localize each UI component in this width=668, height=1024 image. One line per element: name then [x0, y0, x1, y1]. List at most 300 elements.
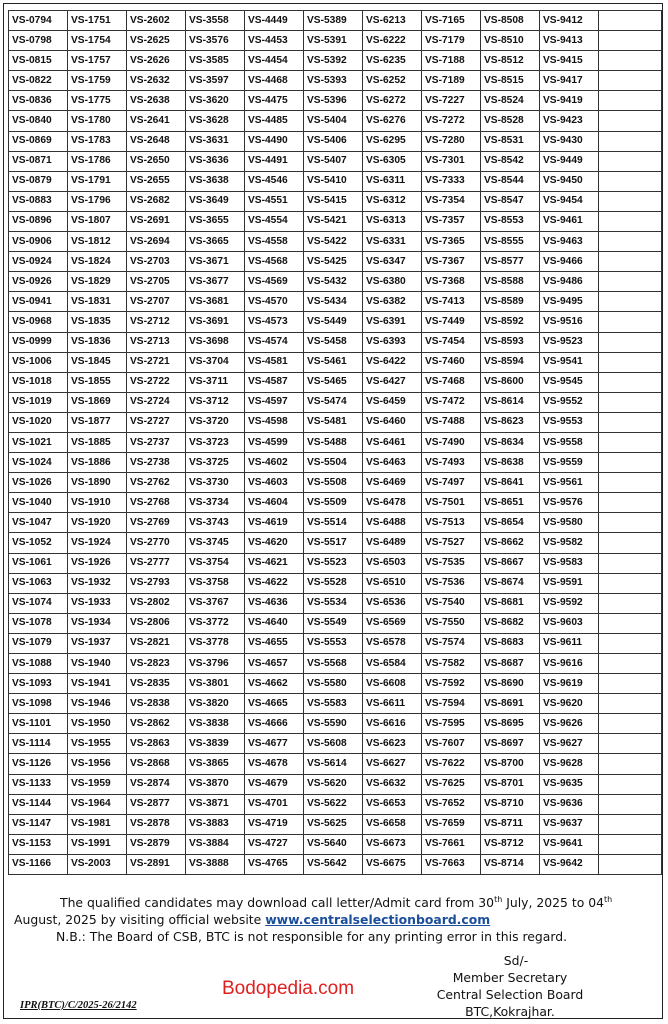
table-cell: VS-3558: [186, 11, 245, 31]
table-cell: VS-3638: [186, 171, 245, 191]
table-cell: [599, 432, 662, 452]
table-cell: VS-8714: [481, 854, 540, 874]
table-cell: VS-8508: [481, 11, 540, 31]
table-cell: VS-2768: [127, 493, 186, 513]
table-cell: VS-1835: [68, 312, 127, 332]
table-cell: VS-9591: [540, 573, 599, 593]
table-cell: VS-2874: [127, 774, 186, 794]
table-cell: VS-8710: [481, 794, 540, 814]
table-cell: VS-7165: [422, 11, 481, 31]
table-cell: [599, 573, 662, 593]
table-cell: VS-1824: [68, 252, 127, 272]
table-cell: [599, 513, 662, 533]
table-cell: VS-8651: [481, 493, 540, 513]
table-cell: VS-3636: [186, 151, 245, 171]
table-cell: VS-6427: [363, 372, 422, 392]
table-cell: VS-5580: [304, 674, 363, 694]
table-cell: VS-5523: [304, 553, 363, 573]
table-cell: [599, 191, 662, 211]
table-cell: VS-4475: [245, 91, 304, 111]
table-cell: VS-1991: [68, 834, 127, 854]
table-cell: VS-8687: [481, 654, 540, 674]
table-cell: VS-2727: [127, 412, 186, 432]
table-cell: VS-7652: [422, 794, 481, 814]
table-cell: VS-0871: [9, 151, 68, 171]
signatory-title: Member Secretary: [452, 970, 568, 985]
reference-number: IPR(BTC)/C/2025-26/2142: [20, 1000, 137, 1011]
table-cell: VS-7607: [422, 734, 481, 754]
table-cell: VS-1166: [9, 854, 68, 874]
table-cell: VS-2713: [127, 332, 186, 352]
table-cell: VS-8697: [481, 734, 540, 754]
table-cell: [599, 51, 662, 71]
table-cell: VS-8654: [481, 513, 540, 533]
table-cell: VS-3743: [186, 513, 245, 533]
table-cell: VS-3883: [186, 814, 245, 834]
notice-text: July, 2025 to 04: [502, 895, 604, 910]
table-cell: VS-5415: [304, 191, 363, 211]
table-cell: VS-9619: [540, 674, 599, 694]
table-cell: VS-1063: [9, 573, 68, 593]
table-cell: VS-9576: [540, 493, 599, 513]
table-cell: VS-7592: [422, 674, 481, 694]
table-cell: VS-5432: [304, 272, 363, 292]
notice-line-2: [14, 911, 654, 928]
table-cell: VS-3720: [186, 412, 245, 432]
table-cell: VS-3754: [186, 553, 245, 573]
table-cell: VS-4765: [245, 854, 304, 874]
table-cell: VS-9419: [540, 91, 599, 111]
table-cell: VS-1126: [9, 754, 68, 774]
signature-block: [420, 952, 600, 1020]
table-cell: VS-0815: [9, 51, 68, 71]
table-cell: VS-1006: [9, 352, 68, 372]
table-cell: VS-0924: [9, 252, 68, 272]
table-cell: VS-4655: [245, 633, 304, 653]
table-cell: VS-2650: [127, 151, 186, 171]
table-cell: VS-1869: [68, 392, 127, 412]
table-cell: [599, 232, 662, 252]
table-cell: VS-2712: [127, 312, 186, 332]
table-cell: VS-1751: [68, 11, 127, 31]
table-cell: VS-9628: [540, 754, 599, 774]
table-cell: VS-2003: [68, 854, 127, 874]
table-cell: VS-6627: [363, 754, 422, 774]
notice-block: [14, 894, 654, 945]
signature-mark: Sd/-: [503, 953, 529, 968]
table-cell: [599, 31, 662, 51]
table-cell: VS-1078: [9, 613, 68, 633]
table-cell: VS-1047: [9, 513, 68, 533]
table-cell: VS-7449: [422, 312, 481, 332]
table-cell: VS-7488: [422, 412, 481, 432]
signatory-board: Central Selection Board: [436, 987, 584, 1002]
table-cell: VS-8544: [481, 171, 540, 191]
table-cell: VS-8577: [481, 252, 540, 272]
table-cell: VS-4602: [245, 453, 304, 473]
table-cell: VS-7179: [422, 31, 481, 51]
table-cell: VS-4573: [245, 312, 304, 332]
table-row: [9, 533, 662, 553]
table-cell: VS-3649: [186, 191, 245, 211]
table-row: [9, 111, 662, 131]
table-row: [9, 613, 662, 633]
table-cell: [599, 151, 662, 171]
table-cell: VS-1780: [68, 111, 127, 131]
table-cell: VS-2737: [127, 432, 186, 452]
table-cell: VS-2891: [127, 854, 186, 874]
table-cell: VS-6608: [363, 674, 422, 694]
table-cell: VS-2802: [127, 593, 186, 613]
table-cell: VS-7272: [422, 111, 481, 131]
table-cell: VS-9636: [540, 794, 599, 814]
table-cell: VS-7535: [422, 553, 481, 573]
table-row: [9, 794, 662, 814]
table-cell: VS-1759: [68, 71, 127, 91]
table-cell: [599, 694, 662, 714]
table-cell: VS-2641: [127, 111, 186, 131]
table-cell: VS-5514: [304, 513, 363, 533]
table-cell: VS-4554: [245, 211, 304, 231]
table-cell: [599, 272, 662, 292]
table-row: [9, 191, 662, 211]
table-cell: VS-1101: [9, 714, 68, 734]
table-cell: VS-7663: [422, 854, 481, 874]
table-cell: VS-1890: [68, 473, 127, 493]
table-cell: [599, 352, 662, 372]
table-cell: VS-5590: [304, 714, 363, 734]
table-cell: VS-1885: [68, 432, 127, 452]
table-row: [9, 734, 662, 754]
table-cell: VS-7527: [422, 533, 481, 553]
table-cell: VS-7468: [422, 372, 481, 392]
table-cell: VS-6459: [363, 392, 422, 412]
table-cell: VS-1934: [68, 613, 127, 633]
table-row: [9, 754, 662, 774]
table-row: [9, 473, 662, 493]
table-cell: VS-3772: [186, 613, 245, 633]
table-cell: VS-1019: [9, 392, 68, 412]
table-cell: VS-8662: [481, 533, 540, 553]
table-cell: VS-8542: [481, 151, 540, 171]
table-cell: VS-1786: [68, 151, 127, 171]
table-cell: VS-8614: [481, 392, 540, 412]
table-cell: VS-7595: [422, 714, 481, 734]
table-cell: VS-1074: [9, 593, 68, 613]
table-cell: VS-4454: [245, 51, 304, 71]
table-cell: VS-5425: [304, 252, 363, 272]
table-cell: VS-9466: [540, 252, 599, 272]
table-cell: VS-4485: [245, 111, 304, 131]
table-cell: VS-8700: [481, 754, 540, 774]
table-row: [9, 91, 662, 111]
table-cell: VS-2806: [127, 613, 186, 633]
table-cell: VS-4490: [245, 131, 304, 151]
table-cell: VS-8683: [481, 633, 540, 653]
table-cell: VS-5396: [304, 91, 363, 111]
table-cell: VS-1964: [68, 794, 127, 814]
table-cell: VS-4657: [245, 654, 304, 674]
table-cell: VS-3758: [186, 573, 245, 593]
table-cell: VS-1910: [68, 493, 127, 513]
table-cell: VS-0926: [9, 272, 68, 292]
table-cell: VS-0836: [9, 91, 68, 111]
table-cell: VS-4603: [245, 473, 304, 493]
table-cell: VS-3730: [186, 473, 245, 493]
table-row: [9, 694, 662, 714]
table-row: [9, 151, 662, 171]
table-cell: VS-9592: [540, 593, 599, 613]
table-cell: [599, 91, 662, 111]
table-row: [9, 854, 662, 874]
table-cell: VS-9553: [540, 412, 599, 432]
table-cell: VS-9637: [540, 814, 599, 834]
table-cell: VS-1926: [68, 553, 127, 573]
table-cell: VS-8681: [481, 593, 540, 613]
table-cell: VS-1775: [68, 91, 127, 111]
table-cell: VS-6536: [363, 593, 422, 613]
table-cell: VS-6391: [363, 312, 422, 332]
table-cell: VS-6611: [363, 694, 422, 714]
table-cell: VS-0883: [9, 191, 68, 211]
table-cell: VS-3597: [186, 71, 245, 91]
table-cell: VS-8600: [481, 372, 540, 392]
table-cell: [599, 292, 662, 312]
table-cell: VS-5392: [304, 51, 363, 71]
table-cell: VS-7497: [422, 473, 481, 493]
table-cell: VS-5508: [304, 473, 363, 493]
table-cell: VS-3585: [186, 51, 245, 71]
table-cell: [599, 171, 662, 191]
table-cell: VS-6393: [363, 332, 422, 352]
table-cell: VS-2770: [127, 533, 186, 553]
table-cell: VS-1144: [9, 794, 68, 814]
table-cell: VS-9583: [540, 553, 599, 573]
table-cell: VS-9423: [540, 111, 599, 131]
table-cell: VS-9552: [540, 392, 599, 412]
table-cell: [599, 111, 662, 131]
table-cell: VS-4574: [245, 332, 304, 352]
table-cell: VS-7550: [422, 613, 481, 633]
table-cell: VS-2625: [127, 31, 186, 51]
table-cell: VS-2638: [127, 91, 186, 111]
table-cell: VS-9603: [540, 613, 599, 633]
table-cell: VS-5461: [304, 352, 363, 372]
table-cell: VS-3839: [186, 734, 245, 754]
table-row: [9, 11, 662, 31]
table-cell: VS-8695: [481, 714, 540, 734]
table-cell: VS-9558: [540, 432, 599, 452]
table-cell: VS-3691: [186, 312, 245, 332]
table-cell: VS-9620: [540, 694, 599, 714]
table-cell: VS-1877: [68, 412, 127, 432]
table-cell: VS-9627: [540, 734, 599, 754]
table-cell: [599, 312, 662, 332]
ordinal-suffix: th: [604, 894, 613, 904]
table-cell: VS-5474: [304, 392, 363, 412]
table-cell: VS-4569: [245, 272, 304, 292]
table-cell: VS-3820: [186, 694, 245, 714]
table-cell: VS-0822: [9, 71, 68, 91]
table-row: [9, 392, 662, 412]
table-cell: VS-1959: [68, 774, 127, 794]
table-row: [9, 814, 662, 834]
table-cell: VS-1933: [68, 593, 127, 613]
table-cell: VS-4599: [245, 432, 304, 452]
table-cell: VS-1796: [68, 191, 127, 211]
table-row: [9, 312, 662, 332]
table-row: [9, 372, 662, 392]
table-cell: VS-8524: [481, 91, 540, 111]
table-cell: VS-6673: [363, 834, 422, 854]
table-cell: VS-7368: [422, 272, 481, 292]
disclaimer-note: N.B.: The Board of CSB, BTC is not responsible for any printing error in this regard.: [56, 929, 568, 944]
table-cell: VS-8701: [481, 774, 540, 794]
table-cell: VS-2682: [127, 191, 186, 211]
table-cell: VS-4622: [245, 573, 304, 593]
table-row: [9, 674, 662, 694]
table-cell: VS-9642: [540, 854, 599, 874]
table-cell: VS-7540: [422, 593, 481, 613]
table-cell: VS-7574: [422, 633, 481, 653]
table-cell: VS-4546: [245, 171, 304, 191]
table-row: [9, 513, 662, 533]
table-cell: [599, 854, 662, 874]
watermark-text: Bodopedia.com: [222, 978, 355, 999]
ordinal-suffix: th: [494, 894, 503, 904]
table-cell: VS-7659: [422, 814, 481, 834]
table-row: [9, 432, 662, 452]
table-cell: VS-1941: [68, 674, 127, 694]
table-cell: [599, 613, 662, 633]
table-cell: VS-6489: [363, 533, 422, 553]
table-cell: VS-1829: [68, 272, 127, 292]
table-cell: VS-6461: [363, 432, 422, 452]
table-cell: VS-1021: [9, 432, 68, 452]
table-cell: VS-2694: [127, 232, 186, 252]
table-cell: VS-7357: [422, 211, 481, 231]
table-cell: VS-7454: [422, 332, 481, 352]
table-cell: VS-2868: [127, 754, 186, 774]
table-cell: [599, 473, 662, 493]
table-cell: [599, 252, 662, 272]
table-cell: VS-5568: [304, 654, 363, 674]
table-cell: VS-8531: [481, 131, 540, 151]
table-row: [9, 171, 662, 191]
table-cell: VS-4727: [245, 834, 304, 854]
table-cell: VS-8589: [481, 292, 540, 312]
table-cell: VS-4719: [245, 814, 304, 834]
table-cell: VS-0869: [9, 131, 68, 151]
table-row: [9, 31, 662, 51]
table-row: [9, 573, 662, 593]
table-cell: VS-6312: [363, 191, 422, 211]
table-cell: VS-7625: [422, 774, 481, 794]
table-cell: VS-0941: [9, 292, 68, 312]
table-cell: VS-0999: [9, 332, 68, 352]
table-cell: VS-6460: [363, 412, 422, 432]
table-cell: VS-5608: [304, 734, 363, 754]
table-cell: [599, 633, 662, 653]
table-cell: VS-3665: [186, 232, 245, 252]
table-cell: VS-3796: [186, 654, 245, 674]
table-cell: VS-5434: [304, 292, 363, 312]
table-row: [9, 553, 662, 573]
table-cell: VS-6222: [363, 31, 422, 51]
table-cell: VS-1079: [9, 633, 68, 653]
table-cell: VS-3655: [186, 211, 245, 231]
table-cell: VS-2738: [127, 453, 186, 473]
table-cell: VS-4621: [245, 553, 304, 573]
table-cell: [599, 834, 662, 854]
table-cell: VS-5421: [304, 211, 363, 231]
table-cell: VS-6653: [363, 794, 422, 814]
table-cell: VS-0968: [9, 312, 68, 332]
table-row: [9, 232, 662, 252]
table-cell: VS-9582: [540, 533, 599, 553]
table-cell: VS-5509: [304, 493, 363, 513]
table-cell: VS-2602: [127, 11, 186, 31]
signatory-place: BTC,Kokrajhar.: [465, 1004, 555, 1019]
website-link[interactable]: www.centralselectionboard.com: [265, 912, 491, 927]
table-cell: VS-5517: [304, 533, 363, 553]
table-cell: VS-4568: [245, 252, 304, 272]
table-cell: VS-3628: [186, 111, 245, 131]
table-cell: VS-9545: [540, 372, 599, 392]
table-cell: VS-3778: [186, 633, 245, 653]
table-cell: VS-1981: [68, 814, 127, 834]
table-cell: VS-4665: [245, 694, 304, 714]
table-cell: VS-1088: [9, 654, 68, 674]
table-cell: VS-9523: [540, 332, 599, 352]
table-cell: VS-3888: [186, 854, 245, 874]
table-cell: VS-2632: [127, 71, 186, 91]
table-cell: VS-9559: [540, 453, 599, 473]
table-cell: VS-6380: [363, 272, 422, 292]
table-cell: VS-8667: [481, 553, 540, 573]
table-cell: VS-4551: [245, 191, 304, 211]
table-cell: VS-6616: [363, 714, 422, 734]
table-cell: VS-6311: [363, 171, 422, 191]
table-cell: VS-3871: [186, 794, 245, 814]
table-cell: VS-4666: [245, 714, 304, 734]
table-cell: VS-5528: [304, 573, 363, 593]
table-cell: VS-1920: [68, 513, 127, 533]
table-cell: VS-5389: [304, 11, 363, 31]
table-cell: VS-2703: [127, 252, 186, 272]
table-cell: VS-3734: [186, 493, 245, 513]
table-cell: VS-6347: [363, 252, 422, 272]
table-cell: VS-5614: [304, 754, 363, 774]
table-cell: VS-8594: [481, 352, 540, 372]
table-cell: VS-5488: [304, 432, 363, 452]
table-cell: [599, 453, 662, 473]
table-row: [9, 654, 662, 674]
table-cell: VS-6675: [363, 854, 422, 874]
table-cell: VS-0879: [9, 171, 68, 191]
table-cell: VS-9635: [540, 774, 599, 794]
table-row: [9, 272, 662, 292]
table-cell: VS-6658: [363, 814, 422, 834]
table-cell: VS-1932: [68, 573, 127, 593]
table-cell: VS-2655: [127, 171, 186, 191]
table-cell: VS-6503: [363, 553, 422, 573]
table-row: [9, 493, 662, 513]
table-cell: [599, 814, 662, 834]
table-cell: VS-5458: [304, 332, 363, 352]
table-cell: VS-3870: [186, 774, 245, 794]
table-cell: VS-4636: [245, 593, 304, 613]
